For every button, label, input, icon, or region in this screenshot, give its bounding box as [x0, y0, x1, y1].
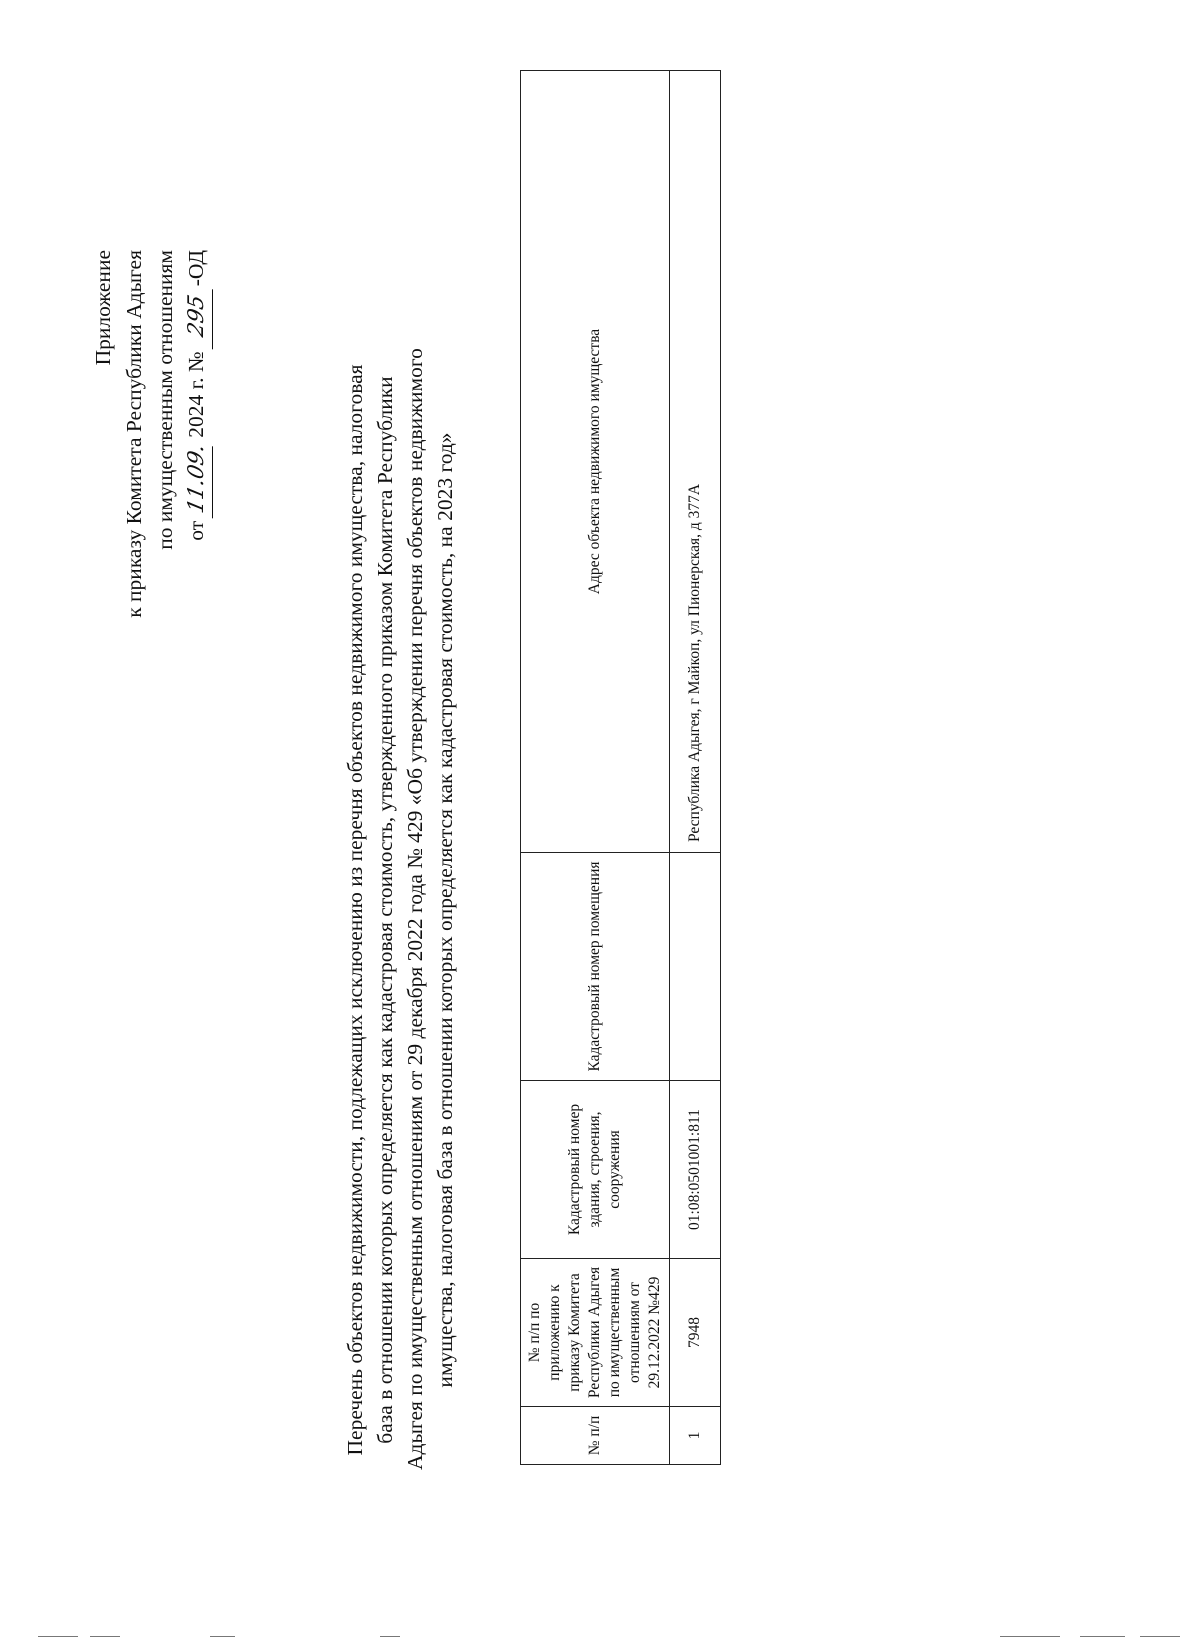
table-row	[670, 71, 721, 1465]
cell-number: 1	[670, 1407, 721, 1465]
document-title	[340, 350, 460, 1470]
order-suffix: -ОД	[184, 250, 208, 287]
date-year: 2024 г. №	[184, 351, 208, 438]
scan-mark	[38, 1636, 78, 1637]
title-line-4: имущества, налоговая база в отношении которых определяется как кадастровая стоимость, на 2023 год»	[433, 432, 457, 1388]
scan-mark	[380, 1636, 400, 1637]
cell-room-cadastral	[670, 853, 721, 1081]
scan-mark	[210, 1636, 235, 1637]
header-appendix-number: № п/п по приложению к приказу Комитета Республики Адыгея по имущественным отношениям от 29.12.2022 №429	[521, 1259, 670, 1407]
date-prefix: от	[184, 520, 208, 541]
header-room-cadastral: Кадастровый номер помещения	[521, 853, 670, 1081]
appendix-title: Приложение	[91, 250, 115, 366]
header-address: Адрес объекта недвижимого имущества	[521, 71, 670, 853]
title-line-1: Перечень объектов недвижимости, подлежащих исключению из перечня объектов недвижимого имущества, налоговая	[343, 364, 367, 1456]
scan-mark	[90, 1636, 120, 1637]
handwritten-date: 11.09.	[181, 440, 213, 519]
title-line-3: Адыгея по имущественным отношениям от 29 декабря 2022 года № 429 «Об утверждении перечня объектов недвижимого	[403, 348, 427, 1470]
cell-appendix-number: 7948	[670, 1259, 721, 1407]
table-header-row	[521, 71, 670, 1465]
cell-building-cadastral: 01:08:0501001:811	[670, 1081, 721, 1259]
scan-mark	[1000, 1636, 1060, 1637]
appendix-date-line	[181, 250, 213, 618]
scan-artifacts	[0, 1625, 1200, 1645]
appendix-committee: по имущественным отношениям	[153, 250, 177, 550]
appendix-order-ref: к приказу Комитета Республики Адыгея	[122, 250, 146, 618]
handwritten-order-number: 295	[181, 283, 213, 350]
scan-mark	[1140, 1636, 1180, 1637]
property-table	[520, 70, 721, 1465]
scan-mark	[1080, 1636, 1125, 1637]
header-building-cadastral: Кадастровый номер здания, строения, сооружения	[521, 1081, 670, 1259]
header-number: № п/п	[521, 1407, 670, 1465]
title-line-2: база в отношении которых определяется как кадастровая стоимость, утвержденного приказом Комитета Республики	[373, 376, 397, 1444]
appendix-header	[88, 250, 213, 618]
cell-address: Республика Адыгея, г Майкоп, ул Пионерская, д 377А	[670, 71, 721, 853]
